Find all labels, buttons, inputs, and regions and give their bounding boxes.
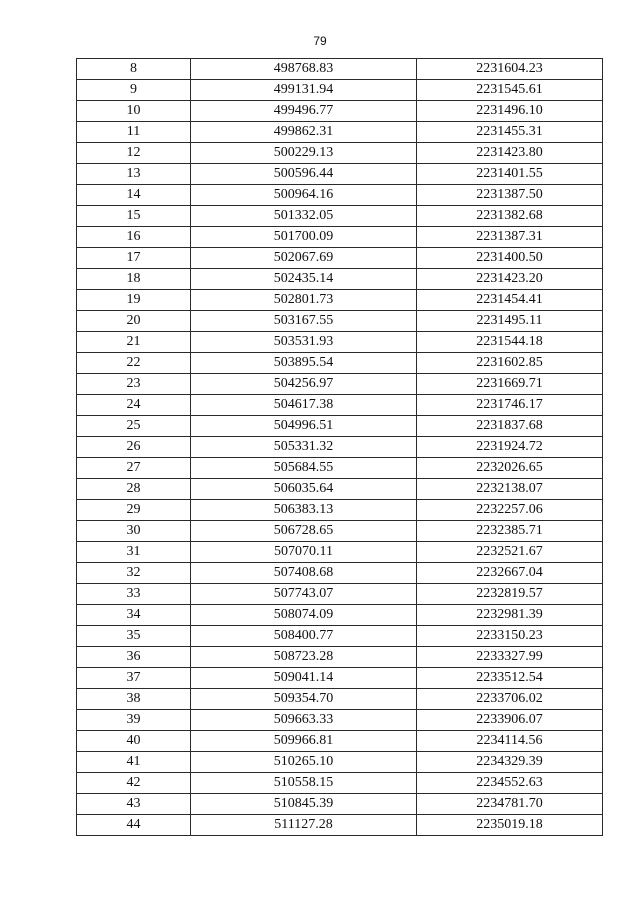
point-number-cell: 20 [77,311,191,332]
y-coordinate-cell: 2232819.57 [417,584,603,605]
point-number-cell: 37 [77,668,191,689]
x-coordinate-cell: 507070.11 [191,542,417,563]
x-coordinate-cell: 500964.16 [191,185,417,206]
table-row [77,80,603,101]
table-row [77,122,603,143]
y-coordinate-cell: 2231455.31 [417,122,603,143]
point-number-cell: 18 [77,269,191,290]
x-coordinate-cell: 509041.14 [191,668,417,689]
y-coordinate-cell: 2231545.61 [417,80,603,101]
table-row [77,311,603,332]
table-row [77,521,603,542]
y-coordinate-cell: 2231602.85 [417,353,603,374]
point-number-cell: 25 [77,416,191,437]
point-number-cell: 23 [77,374,191,395]
point-number-cell: 39 [77,710,191,731]
x-coordinate-cell: 501700.09 [191,227,417,248]
point-number-cell: 29 [77,500,191,521]
table-row [77,395,603,416]
point-number-cell: 17 [77,248,191,269]
y-coordinate-cell: 2233706.02 [417,689,603,710]
x-coordinate-cell: 510265.10 [191,752,417,773]
point-number-cell: 35 [77,626,191,647]
y-coordinate-cell: 2232385.71 [417,521,603,542]
table-row [77,59,603,80]
y-coordinate-cell: 2235019.18 [417,815,603,836]
point-number-cell: 28 [77,479,191,500]
x-coordinate-cell: 500596.44 [191,164,417,185]
table-row [77,290,603,311]
point-number-cell: 26 [77,437,191,458]
y-coordinate-cell: 2231387.50 [417,185,603,206]
x-coordinate-cell: 503895.54 [191,353,417,374]
x-coordinate-cell: 506035.64 [191,479,417,500]
point-number-cell: 30 [77,521,191,542]
x-coordinate-cell: 502801.73 [191,290,417,311]
point-number-cell: 9 [77,80,191,101]
y-coordinate-cell: 2231746.17 [417,395,603,416]
point-number-cell: 31 [77,542,191,563]
table-row [77,185,603,206]
page-number: 79 [313,34,327,48]
y-coordinate-cell: 2232667.04 [417,563,603,584]
x-coordinate-cell: 498768.83 [191,59,417,80]
table-row [77,773,603,794]
table-row [77,500,603,521]
y-coordinate-cell: 2231837.68 [417,416,603,437]
table-row [77,269,603,290]
point-number-cell: 38 [77,689,191,710]
y-coordinate-cell: 2234329.39 [417,752,603,773]
table-row [77,584,603,605]
y-coordinate-cell: 2231401.55 [417,164,603,185]
table-row [77,437,603,458]
x-coordinate-cell: 508074.09 [191,605,417,626]
point-number-cell: 8 [77,59,191,80]
table-row [77,752,603,773]
y-coordinate-cell: 2231495.11 [417,311,603,332]
x-coordinate-cell: 504617.38 [191,395,417,416]
x-coordinate-cell: 509354.70 [191,689,417,710]
x-coordinate-cell: 505331.32 [191,437,417,458]
y-coordinate-cell: 2233327.99 [417,647,603,668]
point-number-cell: 10 [77,101,191,122]
table-row [77,563,603,584]
x-coordinate-cell: 509966.81 [191,731,417,752]
table-row [77,626,603,647]
x-coordinate-cell: 507408.68 [191,563,417,584]
point-number-cell: 19 [77,290,191,311]
x-coordinate-cell: 510558.15 [191,773,417,794]
table-row [77,416,603,437]
table-row [77,248,603,269]
x-coordinate-cell: 508723.28 [191,647,417,668]
point-number-cell: 33 [77,584,191,605]
point-number-cell: 43 [77,794,191,815]
table-row [77,794,603,815]
table-row [77,458,603,479]
table-body [77,59,603,836]
x-coordinate-cell: 504996.51 [191,416,417,437]
y-coordinate-cell: 2231387.31 [417,227,603,248]
x-coordinate-cell: 508400.77 [191,626,417,647]
point-number-cell: 41 [77,752,191,773]
point-number-cell: 36 [77,647,191,668]
x-coordinate-cell: 499862.31 [191,122,417,143]
point-number-cell: 24 [77,395,191,416]
point-number-cell: 27 [77,458,191,479]
y-coordinate-cell: 2233150.23 [417,626,603,647]
x-coordinate-cell: 499131.94 [191,80,417,101]
table-row [77,143,603,164]
x-coordinate-cell: 509663.33 [191,710,417,731]
table-row [77,710,603,731]
table-row [77,332,603,353]
point-number-cell: 14 [77,185,191,206]
point-number-cell: 11 [77,122,191,143]
y-coordinate-cell: 2232257.06 [417,500,603,521]
x-coordinate-cell: 500229.13 [191,143,417,164]
y-coordinate-cell: 2231423.20 [417,269,603,290]
x-coordinate-cell: 502435.14 [191,269,417,290]
y-coordinate-cell: 2233906.07 [417,710,603,731]
table-row [77,227,603,248]
table-row [77,689,603,710]
table-row [77,605,603,626]
table-row [77,206,603,227]
x-coordinate-cell: 506383.13 [191,500,417,521]
point-number-cell: 42 [77,773,191,794]
point-number-cell: 34 [77,605,191,626]
y-coordinate-cell: 2231496.10 [417,101,603,122]
table-row [77,647,603,668]
table-row [77,353,603,374]
point-number-cell: 21 [77,332,191,353]
x-coordinate-cell: 503167.55 [191,311,417,332]
y-coordinate-cell: 2231604.23 [417,59,603,80]
y-coordinate-cell: 2231454.41 [417,290,603,311]
y-coordinate-cell: 2231544.18 [417,332,603,353]
coordinates-table [76,58,603,836]
x-coordinate-cell: 507743.07 [191,584,417,605]
table-row [77,731,603,752]
x-coordinate-cell: 510845.39 [191,794,417,815]
y-coordinate-cell: 2231669.71 [417,374,603,395]
table-row [77,101,603,122]
y-coordinate-cell: 2234552.63 [417,773,603,794]
point-number-cell: 15 [77,206,191,227]
y-coordinate-cell: 2231382.68 [417,206,603,227]
y-coordinate-cell: 2232981.39 [417,605,603,626]
y-coordinate-cell: 2234114.56 [417,731,603,752]
table-row [77,479,603,500]
x-coordinate-cell: 505684.55 [191,458,417,479]
y-coordinate-cell: 2231924.72 [417,437,603,458]
point-number-cell: 13 [77,164,191,185]
x-coordinate-cell: 504256.97 [191,374,417,395]
point-number-cell: 40 [77,731,191,752]
x-coordinate-cell: 506728.65 [191,521,417,542]
table-row [77,668,603,689]
y-coordinate-cell: 2234781.70 [417,794,603,815]
x-coordinate-cell: 501332.05 [191,206,417,227]
x-coordinate-cell: 502067.69 [191,248,417,269]
point-number-cell: 32 [77,563,191,584]
x-coordinate-cell: 499496.77 [191,101,417,122]
table-row [77,815,603,836]
point-number-cell: 44 [77,815,191,836]
point-number-cell: 12 [77,143,191,164]
y-coordinate-cell: 2231400.50 [417,248,603,269]
x-coordinate-cell: 503531.93 [191,332,417,353]
point-number-cell: 16 [77,227,191,248]
y-coordinate-cell: 2232521.67 [417,542,603,563]
y-coordinate-cell: 2232138.07 [417,479,603,500]
table-row [77,164,603,185]
point-number-cell: 22 [77,353,191,374]
table-row [77,374,603,395]
y-coordinate-cell: 2233512.54 [417,668,603,689]
y-coordinate-cell: 2231423.80 [417,143,603,164]
table-row [77,542,603,563]
x-coordinate-cell: 511127.28 [191,815,417,836]
y-coordinate-cell: 2232026.65 [417,458,603,479]
